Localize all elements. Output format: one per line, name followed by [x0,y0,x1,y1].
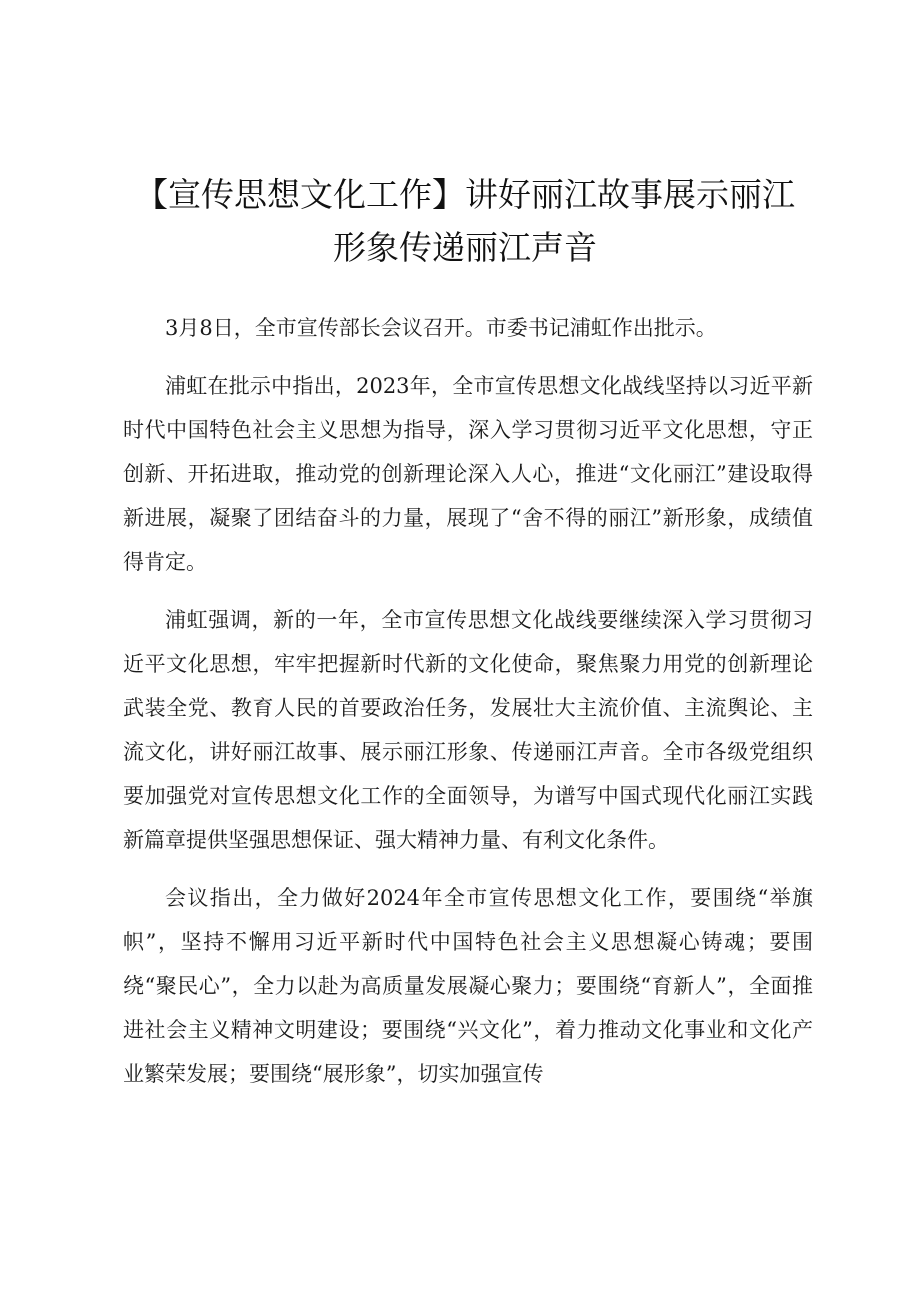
paragraph-4: 会议指出，全力做好2024年全市宣传思想文化工作，要围绕“举旗帜”，坚持不懈用习近平新时代中国特色社会主义思想凝心铸魂；要围绕“聚民心”，全力以赴为高质量发展凝心聚力；要围绕“育新人”，全面推进社会主义精神文明建设；要围绕“兴文化”，着力推动文化事业和文化产业繁荣发展；要围绕“展形象”，切实加强宣传 [123,886,813,1086]
title-line-2: 形象传递丽江声音 [333,228,597,267]
title-line-1: 【宣传思想文化工作】讲好丽江故事展示丽江 [135,175,795,214]
paragraph-1: 3月8日，全市宣传部长会议召开。市委书记浦虹作出批示。 [165,316,717,340]
paragraph-2: 浦虹在批示中指出，2023年，全市宣传思想文化战线坚持以习近平新时代中国特色社会主义思想为指导，深入学习贯彻习近平文化思想，守正创新、开拓进取，推动党的创新理论深入人心，推进“文化丽江”建设取得新进展，凝聚了团结奋斗的力量，展现了“舍不得的丽江”新形象，成绩值得肯定。 [123,374,813,574]
document-body [123,306,813,1110]
paragraph-3: 浦虹强调，新的一年，全市宣传思想文化战线要继续深入学习贯彻习近平文化思想，牢牢把握新时代新的文化使命，聚焦聚力用党的创新理论武装全党、教育人民的首要政治任务，发展壮大主流价值、主流舆论、主流文化，讲好丽江故事、展示丽江形象、传递丽江声音。全市各级党组织要加强党对宣传思想文化工作的全面领导，为谱写中国式现代化丽江实践新篇章提供坚强思想保证、强大精神力量、有利文化条件。 [123,608,813,852]
document-title [120,168,810,274]
